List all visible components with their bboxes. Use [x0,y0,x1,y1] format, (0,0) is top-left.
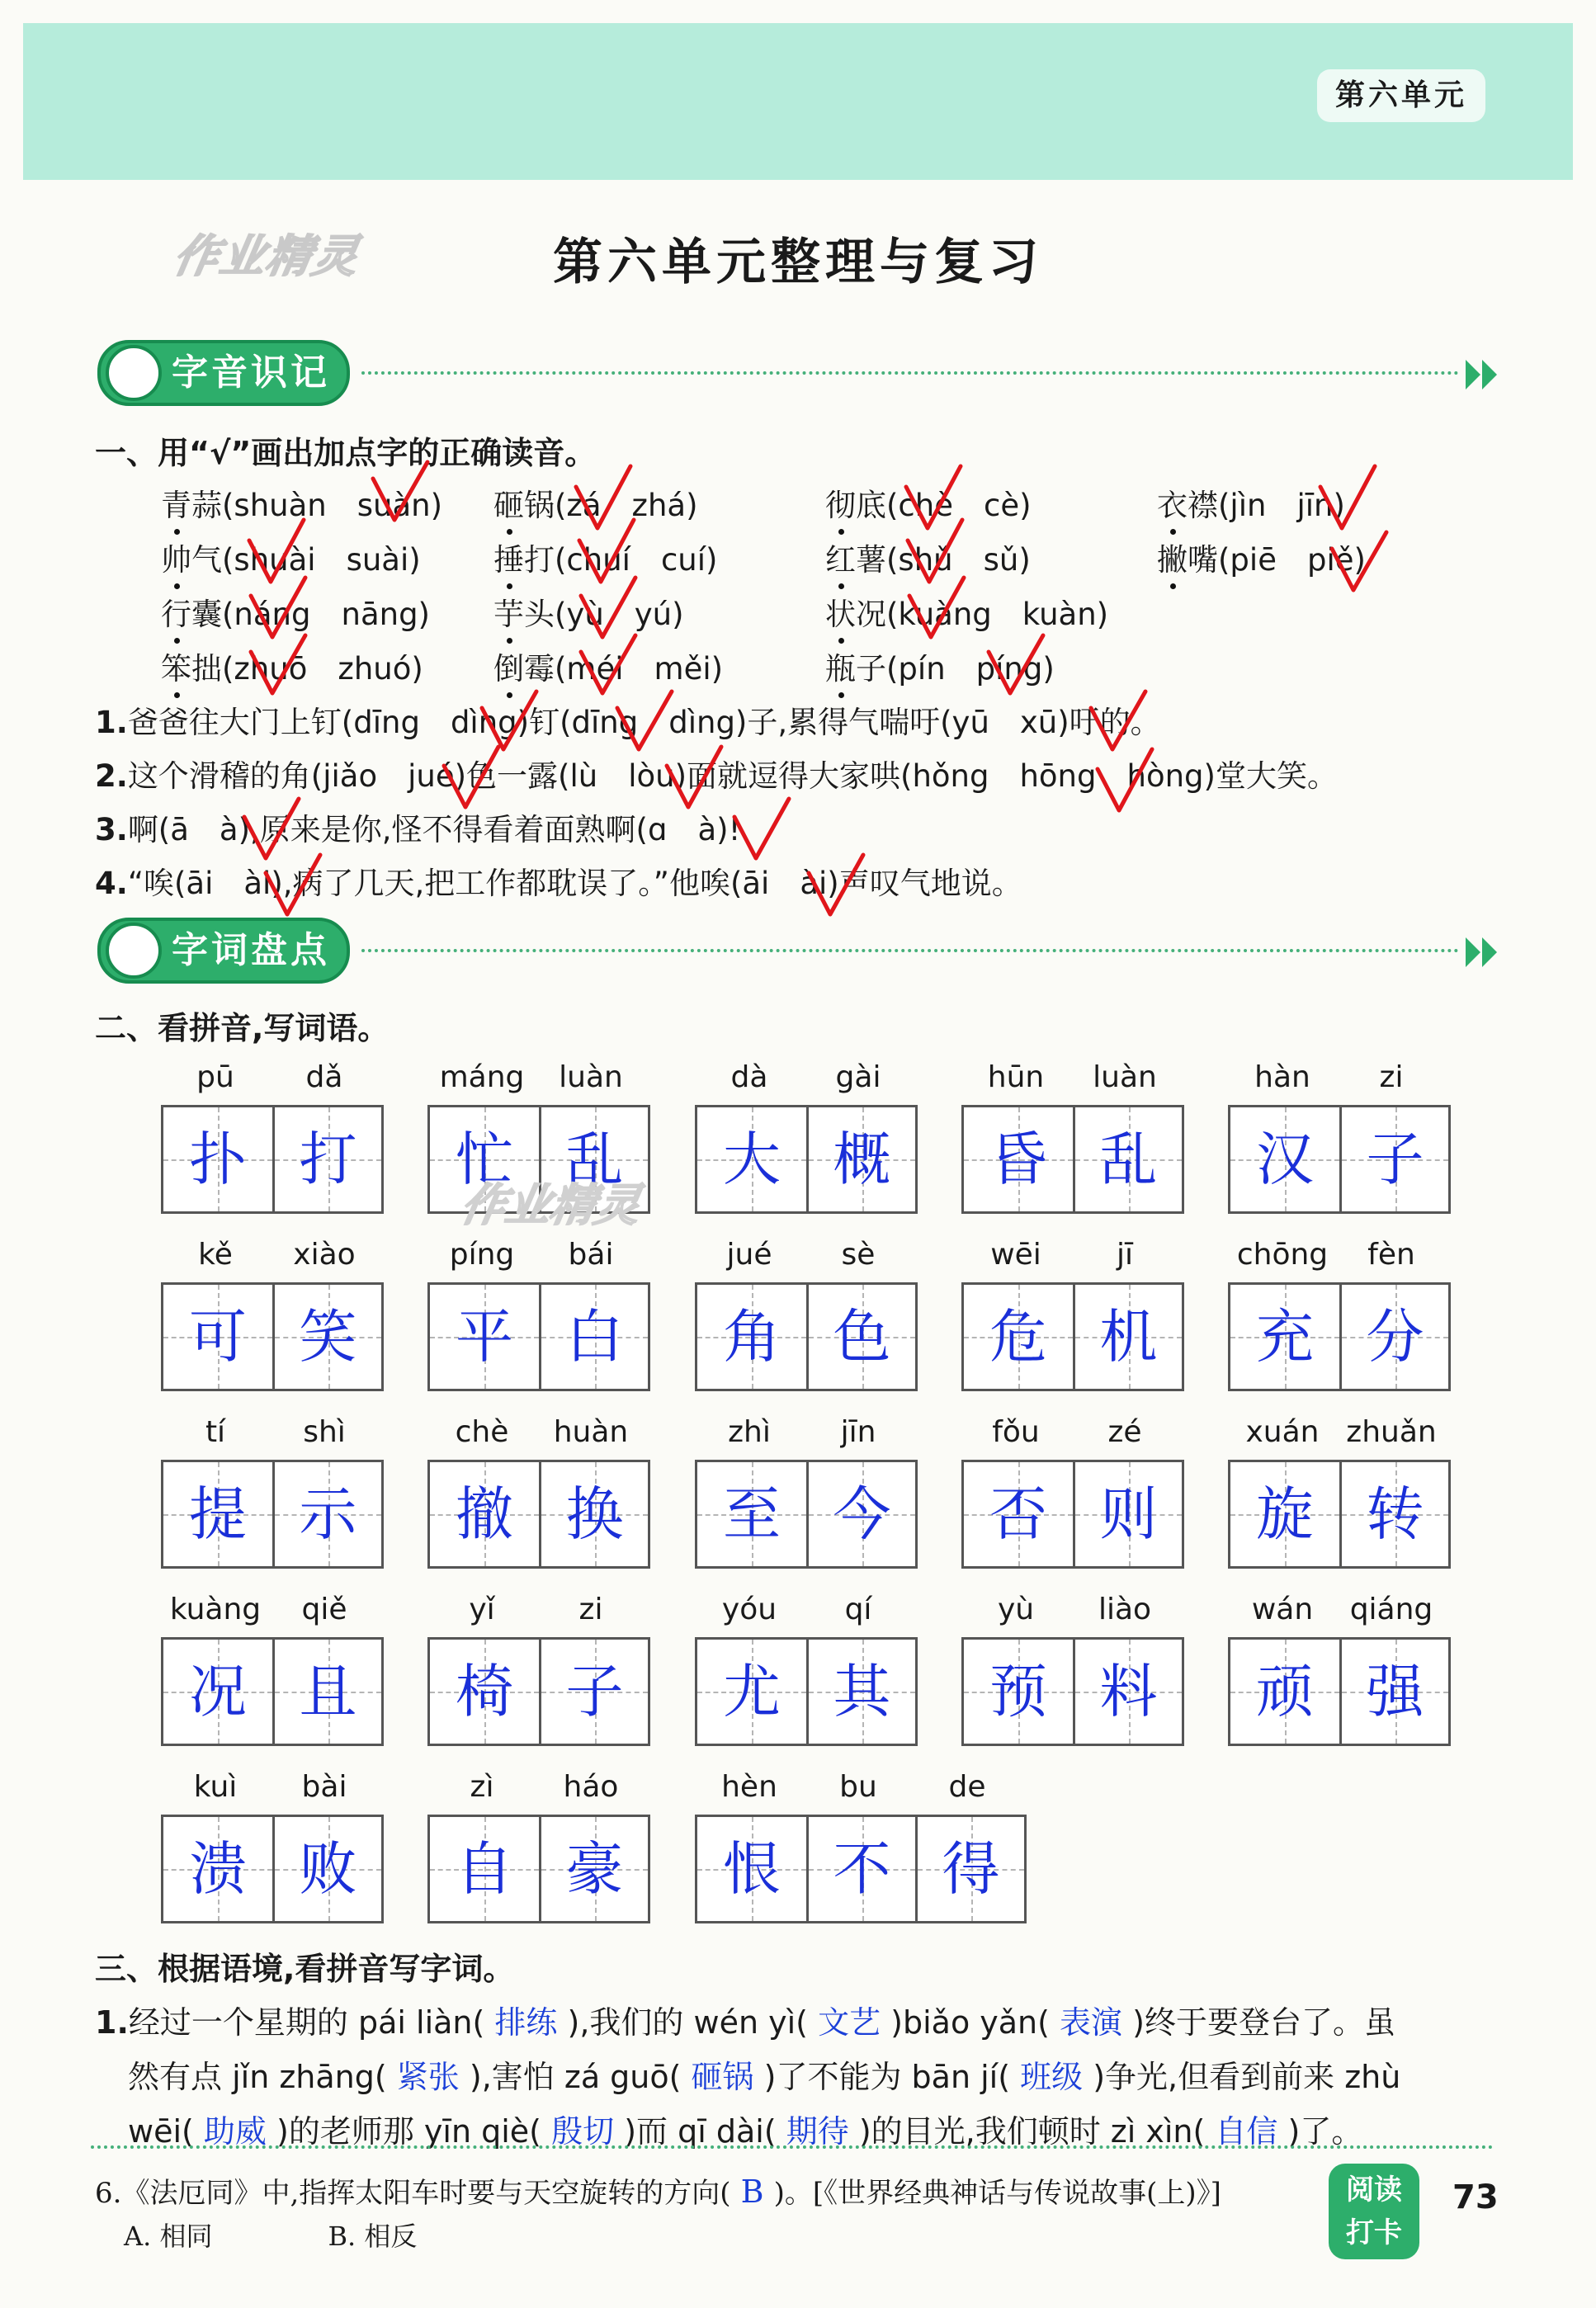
character-cell [697,1462,806,1566]
page-title: 第六单元整理与复习 [553,234,1043,291]
written-character: 预 [989,1658,1047,1725]
q1-item: 状况(kuàng kuàn) [825,589,1108,634]
answer: 排练 [484,2004,568,2041]
q1-sentence-4: 4.“唉(āi ài),病了几天,把工作都耽误了。”他唉(āi ài)声叹气地说。 [95,866,1022,901]
q3-line-1: 1.经过一个星期的 pái liàn( 排练 ),我们的 wén yì( 文艺 )biǎo yǎn( 表演 )终于要登台了。虽 [95,2004,1395,2041]
character-cell [964,1640,1073,1744]
answer: 期待 [776,2113,859,2150]
written-character: 昏 [989,1126,1047,1193]
tianzi-grid [695,1815,1027,1923]
pinyin: zhì [728,1415,771,1449]
answer: 表演 [1049,2004,1133,2041]
option-b: B. 相反 [328,2221,418,2252]
pinyin: qiě [301,1593,347,1626]
dotted-rule [361,949,1459,952]
character-cell [539,1640,648,1744]
answer: 文艺 [807,2004,891,2041]
check-mark [734,799,789,858]
pinyin: qiáng [1349,1593,1433,1626]
character-cell [430,1817,539,1921]
character-cell [1230,1107,1339,1211]
character-cell [1339,1285,1448,1389]
character-cell [1339,1107,1448,1211]
pinyin: chōng [1236,1238,1329,1272]
q1-item: 彻底(chè cè) [825,480,1032,525]
pinyin: kě [198,1238,233,1272]
character-cell [163,1285,272,1389]
written-character: 今 [833,1480,891,1548]
written-character: 机 [1099,1303,1158,1371]
character-cell [964,1462,1073,1566]
q1-item: 衣襟(jìn jīn) [1157,480,1345,525]
character-cell [539,1285,648,1389]
written-character: 不 [833,1835,891,1903]
character-cell [697,1640,806,1744]
pinyin: pū [196,1060,234,1094]
tianzi-grid [961,1460,1184,1569]
tianzi-grid [161,1815,384,1923]
written-character: 危 [989,1303,1047,1371]
character-cell [163,1107,272,1211]
pinyin: hūn [987,1060,1045,1094]
written-character: 况 [189,1658,247,1725]
pinyin: yóu [721,1593,777,1626]
written-character: 恨 [723,1835,781,1903]
tianzi-grid [695,1637,918,1746]
answer: 砸锅 [681,2059,764,2095]
character-cell [1073,1462,1182,1566]
character-cell [964,1107,1073,1211]
written-character: 平 [456,1303,513,1371]
written-character: 可 [189,1303,247,1371]
character-cell [272,1107,381,1211]
written-character: 强 [1366,1658,1424,1725]
q1-sentence-1: 1.爸爸往大门上钉(dīng dìng)钉(dīng dìng)子,累得气喘吁(yū xū)吁的。 [95,705,1161,740]
q1-item: 捶打(chuí cuí) [493,535,717,579]
double-arrow-icon [1464,358,1500,391]
tianzi-grid [427,1282,650,1391]
pinyin: yǐ [469,1593,495,1626]
written-character: 提 [189,1480,247,1548]
double-arrow-icon [1464,936,1500,969]
character-cell [697,1107,806,1211]
written-character: 子 [565,1658,624,1725]
pinyin: zì [470,1770,494,1804]
pinyin: liào [1098,1593,1152,1626]
tianzi-grid [161,1282,384,1391]
q1-item: 青蒜(shuàn suàn) [161,480,442,525]
answer: 紧张 [386,2059,470,2095]
written-character: 其 [833,1658,891,1725]
character-cell [163,1817,272,1921]
written-character: 概 [833,1126,891,1193]
section-banner-words [97,918,1500,985]
written-character: 自 [456,1835,513,1903]
lightbulb-icon [106,923,162,979]
section-badge [97,340,350,406]
pinyin: luàn [559,1060,623,1094]
written-character: 撤 [456,1480,513,1548]
q1-item: 红薯(shǔ sǔ) [825,535,1031,579]
q1-item: 行囊(náng nāng) [161,589,430,634]
pinyin: máng [439,1060,525,1094]
written-character: 则 [1099,1480,1158,1548]
written-character: 换 [565,1480,624,1548]
q1-item: 砸锅(zá zhá) [493,480,698,525]
written-character: 乱 [1099,1126,1158,1193]
written-character: 打 [299,1126,357,1193]
page-number: 73 [1452,2178,1499,2216]
character-cell [1339,1462,1448,1566]
pinyin: wán [1251,1593,1314,1626]
tianzi-grid [1228,1637,1451,1746]
written-character: 示 [299,1480,357,1548]
written-character: 料 [1099,1658,1158,1725]
character-cell [430,1462,539,1566]
pinyin: fǒu [992,1415,1040,1449]
pinyin: hàn [1254,1060,1310,1094]
pinyin: gài [835,1060,881,1094]
written-character: 得 [942,1835,1000,1903]
q1-sentence-2: 2.这个滑稽的角(jiǎo jué)色一露(lù lòu)面就逗得大家哄(hǒng hōng hòng)堂大笑。 [95,758,1338,794]
character-cell [806,1285,915,1389]
pinyin: de [948,1770,986,1804]
pinyin: jīn [840,1415,876,1449]
pinyin: tí [205,1415,226,1449]
q1-sentence-3: 3.啊(ā à),原来是你,怪不得看着面熟啊(ɑ à)! [95,812,741,847]
written-character: 豪 [565,1835,624,1903]
character-cell [697,1817,806,1921]
q3-heading: 三、根据语境,看拼音写字词。 [95,1951,515,1987]
written-character: 白 [565,1303,624,1371]
character-cell [1339,1640,1448,1744]
q3-line-2: 然有点 jǐn zhāng( 紧张 ),害怕 zá guō( 砸锅 )了不能为 bān jí( 班级 )争光,但看到前来 zhù [128,2059,1401,2095]
pinyin: háo [563,1770,619,1804]
tianzi-grid [161,1637,384,1746]
tianzi-grid [427,1637,650,1746]
written-character: 转 [1366,1480,1424,1548]
pinyin: hèn [721,1770,777,1804]
header-wave [23,132,1573,198]
character-cell [915,1817,1024,1921]
pinyin: chè [455,1415,509,1449]
written-character: 色 [833,1303,891,1371]
tianzi-grid [161,1460,384,1569]
pinyin: zé [1107,1415,1142,1449]
q1-item: 倒霉(méi měi) [493,644,723,688]
pinyin: xiào [293,1238,356,1272]
pinyin: yù [997,1593,1035,1626]
written-character: 旋 [1256,1480,1314,1548]
character-cell [1073,1285,1182,1389]
q1-item: 芋头(yù yú) [493,589,684,634]
character-cell [806,1107,915,1211]
character-cell [697,1285,806,1389]
section-title: 字词盘点 [172,929,330,971]
tianzi-grid [1228,1105,1451,1214]
tianzi-grid [961,1282,1184,1391]
written-character: 汉 [1256,1126,1314,1193]
written-character: 至 [723,1480,781,1548]
tianzi-grid [161,1105,384,1214]
pinyin: fèn [1367,1238,1415,1272]
tianzi-grid [427,1460,650,1569]
pinyin: píng [449,1238,515,1272]
tianzi-grid [695,1460,918,1569]
character-cell [163,1640,272,1744]
pinyin: zhuǎn [1346,1415,1437,1449]
written-character: 且 [299,1658,357,1725]
written-character: 分 [1366,1303,1424,1371]
option-a: A. 相同 [124,2221,213,2252]
character-cell [272,1285,381,1389]
section-banner-pronunciation [97,340,1500,408]
pinyin: dǎ [305,1060,343,1094]
tianzi-grid [695,1105,918,1214]
written-character: 忙 [456,1126,513,1193]
tianzi-grid [695,1282,918,1391]
lightbulb-icon [106,345,162,401]
answer: 班级 [1010,2059,1093,2095]
pinyin: xuán [1245,1415,1320,1449]
tianzi-grid [961,1105,1184,1214]
character-cell [806,1817,915,1921]
footer-dotted-rule [91,2145,1494,2149]
tianzi-grid [427,1815,650,1923]
written-character: 溃 [189,1835,247,1903]
character-cell [163,1462,272,1566]
written-character: 否 [989,1480,1047,1548]
section-badge [97,918,350,984]
written-character: 椅 [456,1658,513,1725]
pinyin: bài [301,1770,347,1804]
footer-options [124,2216,417,2254]
character-cell [430,1640,539,1744]
q1-item: 笨拙(zhuō zhuó) [161,644,423,688]
q3-line-3: wēi( 助威 )的老师那 yīn qiè( 殷切 )而 qī dài( 期待 )的目光,我们顿时 zì xìn( 自信 )了。 [128,2113,1363,2150]
footer-reading-question: 6.《法厄同》中,指挥太阳车时要与天空旋转的方向( B )。[《世界经典神话与传说故事(上)》] [95,2173,1221,2210]
watermark: 作业精灵 [169,230,364,282]
written-character: 尤 [723,1658,781,1725]
pinyin: kuì [193,1770,238,1804]
answer: 助威 [193,2113,277,2150]
character-cell [272,1462,381,1566]
tianzi-grid [961,1637,1184,1746]
answer: 自信 [1205,2113,1288,2150]
written-character: 大 [723,1126,781,1193]
pinyin: bái [568,1238,614,1272]
written-character: 顽 [1256,1658,1314,1725]
character-cell [539,1462,648,1566]
section-title: 字音识记 [172,352,330,394]
written-character: 子 [1366,1126,1424,1193]
pinyin: huàn [553,1415,629,1449]
character-cell [272,1640,381,1744]
character-cell [430,1285,539,1389]
tianzi-grid [1228,1282,1451,1391]
pinyin: zi [1379,1060,1404,1094]
pinyin: jué [726,1238,772,1272]
character-cell [964,1285,1073,1389]
unit-tag: 第六单元 [1317,69,1485,122]
written-character: 充 [1256,1303,1314,1371]
pinyin: wēi [990,1238,1041,1272]
character-cell [1073,1640,1182,1744]
pinyin: zi [578,1593,603,1626]
pinyin: bu [839,1770,877,1804]
character-cell [806,1640,915,1744]
character-cell [806,1462,915,1566]
pinyin: shì [303,1415,346,1449]
reading-checkin-badge: 阅读 打卡 [1329,2164,1419,2259]
q2-heading: 二、看拼音,写词语。 [95,1010,390,1046]
written-character: 角 [723,1303,781,1371]
pinyin: kuàng [169,1593,262,1626]
tianzi-grid [1228,1460,1451,1569]
character-cell [539,1817,648,1921]
q1-item: 帅气(shuài suài) [161,535,421,579]
pinyin: jī [1116,1238,1133,1272]
written-character: 笑 [299,1303,357,1371]
written-character: 败 [299,1835,357,1903]
answer: B [730,2173,774,2210]
pinyin: dà [730,1060,768,1094]
pinyin: qí [844,1593,872,1626]
written-character: 乱 [565,1126,624,1193]
answer: 殷切 [541,2113,625,2150]
watermark: 作业精灵 [456,1179,645,1231]
written-character: 扑 [189,1126,247,1193]
character-cell [1230,1640,1339,1744]
q1-heading: 一、用“√”画出加点字的正确读音。 [95,435,597,471]
q1-item: 撇嘴(piē piě) [1157,535,1366,579]
pinyin: luàn [1093,1060,1157,1094]
dotted-rule [361,371,1459,375]
character-cell [1230,1462,1339,1566]
pinyin: sè [841,1238,876,1272]
character-cell [1073,1107,1182,1211]
q1-item: 瓶子(pín píng) [825,644,1055,688]
character-cell [1230,1285,1339,1389]
character-cell [272,1817,381,1921]
